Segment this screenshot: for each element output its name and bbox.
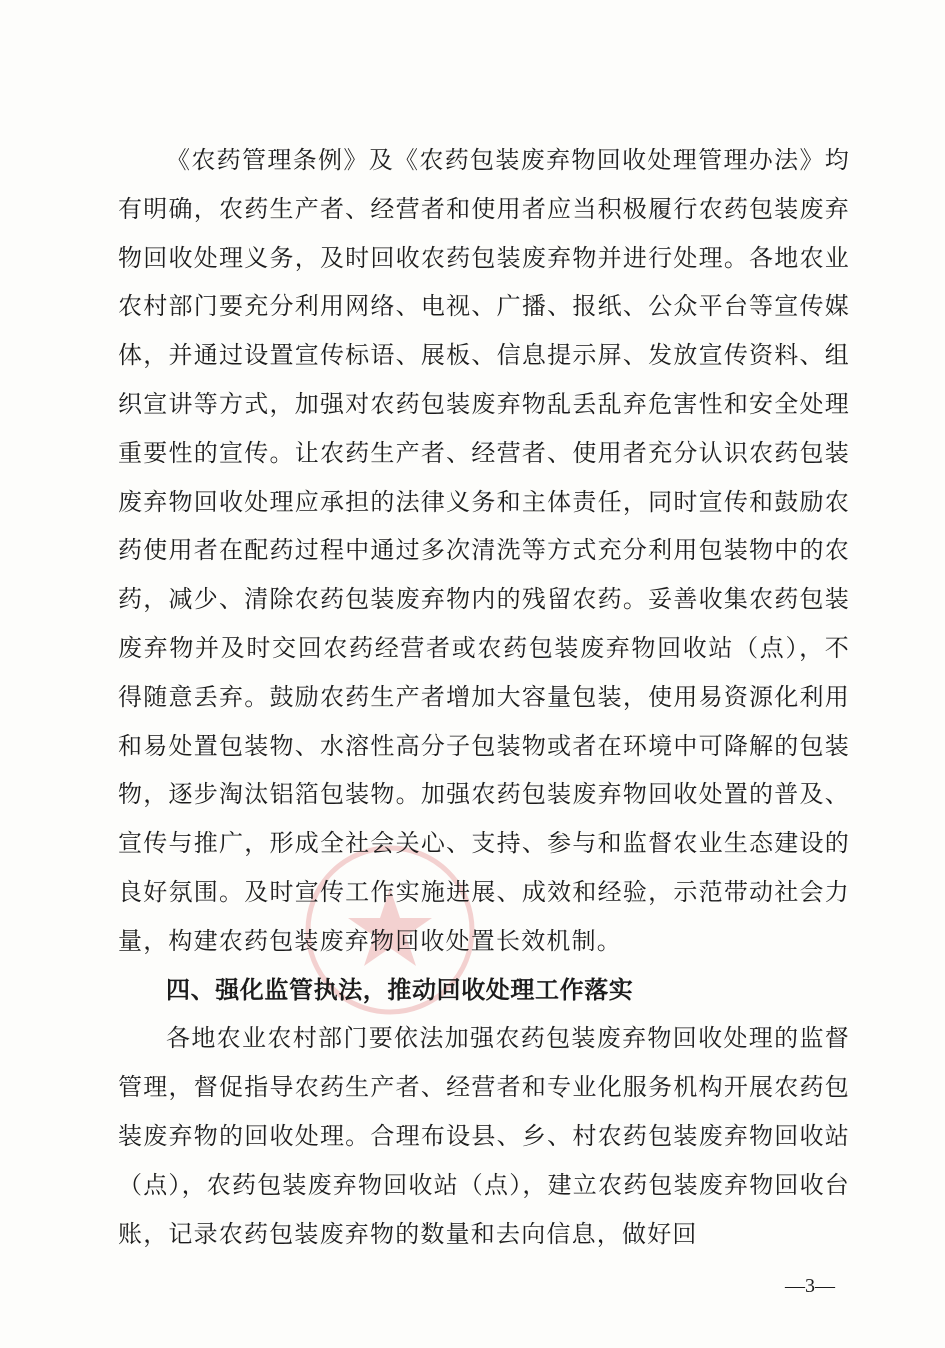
- page-number: —3—: [785, 1275, 835, 1297]
- paragraph-supervision: 各地农业农村部门要依法加强农药包装废弃物回收处理的监督管理，督促指导农药生产者、经营者和专业化服务机构开展农药包装废弃物的回收处理。合理布设县、乡、村农药包装废弃物回收站（点），农药包装废弃物回收站（点），建立农药包装废弃物回收台账，记录农药包装废弃物的数量和去向信息，做好回: [118, 1024, 850, 1248]
- paragraph-publicity: 《农药管理条例》及《农药包装废弃物回收处理管理办法》均有明确，农药生产者、经营者和使用者应当积极履行农药包装废弃物回收处理义务，及时回收农药包装废弃物并进行处理。各地农业农村部门要充分利用网络、电视、广播、报纸、公众平台等宣传媒体，并通过设置宣传标语、展板、信息提示屏、发放宣传资料、组织宣讲等方式，加强对农药包装废弃物乱丢乱弃危害性和安全处理重要性的宣传。让农药生产者、经营者、使用者充分认识农药包装废弃物回收处理应承担的法律义务和主体责任，同时宣传和鼓励农药使用者在配药过程中通过多次清洗等方式充分利用包装物中的农药，减少、清除农药包装废弃物内的残留农药。妥善收集农药包装废弃物并及时交回农药经营者或农药包装废弃物回收站（点），不得随意丢弃。鼓励农药生产者增加大容量包装，使用易资源化利用和易处置包装物、水溶性高分子包装物或者在环境中可降解的包装物，逐步淘汰铝箔包装物。加强农药包装废弃物回收处置的普及、宣传与推广，形成全社会关心、支持、参与和监督农业生态建设的良好氛围。及时宣传工作实施进展、成效和经验，示范带动社会力量，构建农药包装废弃物回收处置长效机制。: [118, 146, 850, 955]
- section-heading-four: 四、强化监管执法，推动回收处理工作落实: [166, 975, 634, 1004]
- document-body: [118, 136, 850, 1258]
